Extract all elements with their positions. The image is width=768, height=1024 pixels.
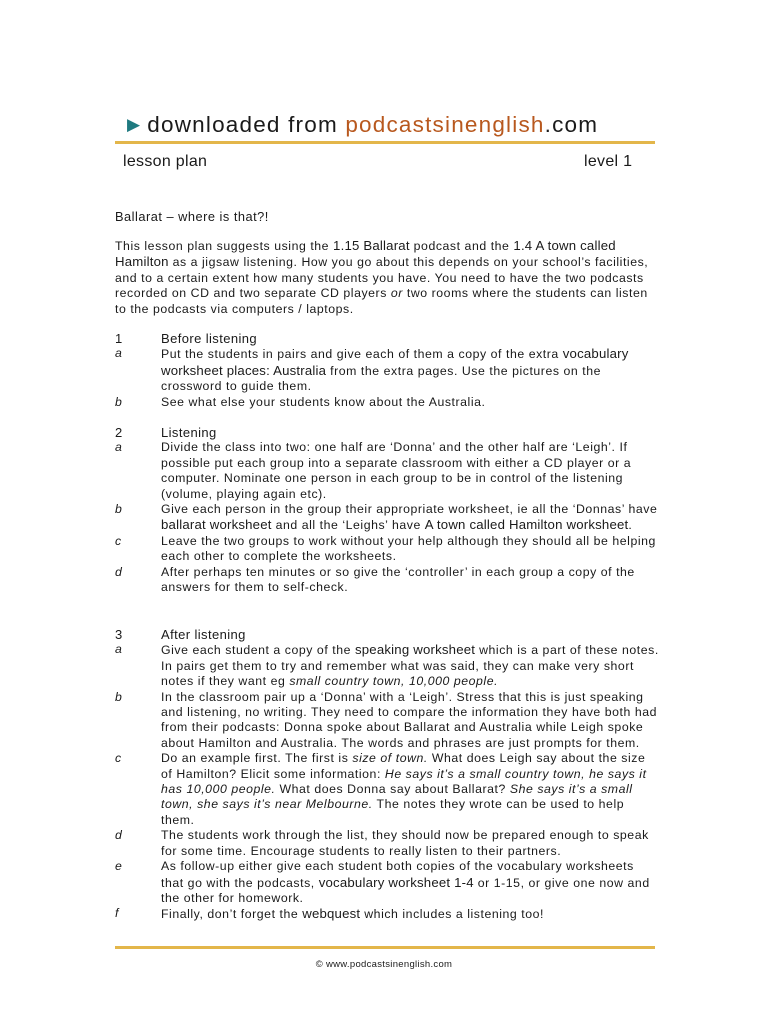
item-text (161, 346, 660, 394)
section-number: 1 (115, 331, 123, 346)
list-item (115, 395, 660, 410)
section-before-listening (115, 331, 660, 410)
section-title: After listening (161, 627, 246, 642)
play-arrow-icon: ▶ (127, 115, 142, 134)
list-item (115, 828, 660, 859)
item-label: b (115, 394, 123, 409)
text-run: which is a part of these notes. In pairs get them to try and remember what was said, they can make very short notes if they want eg (161, 643, 659, 689)
list-item (115, 565, 660, 596)
list-item (115, 346, 660, 394)
item-text: After perhaps ten minutes or so give the ‘controller’ in each group a copy of the answers for them to self-check. (161, 564, 635, 595)
level-label: level 1 (584, 153, 633, 170)
item-text: See what else your students know about the Australia. (161, 394, 486, 409)
list-item (115, 440, 660, 502)
section-after-listening (115, 627, 660, 923)
header-prefix: downloaded from (147, 112, 346, 137)
item-label: a (115, 642, 123, 657)
example-note: small country town, 10,000 people. (289, 674, 499, 689)
list-item (115, 751, 660, 828)
brand-inenglish: inenglish (445, 112, 545, 137)
text-run: . (628, 518, 633, 533)
intro-text: This lesson plan suggests using the (115, 239, 334, 253)
text-run: As follow-up either give each student both copies of the vocabulary worksheets that go with the podcasts, (161, 859, 634, 890)
footer-copyright: © www.podcastsinenglish.com (315, 959, 453, 970)
item-label: a (115, 346, 123, 361)
text-run: What does Donna say about Ballarat? (275, 782, 510, 797)
worksheet-name: vocabulary worksheet places: Australia (161, 346, 629, 378)
item-label: d (115, 564, 123, 579)
intro-text: two rooms where the students can listen to the podcasts via computers / laptops. (115, 286, 648, 316)
text-run: Give each person in the group their appropriate worksheet, ie all the ‘Donnas’ have (161, 502, 658, 517)
item-label: f (115, 906, 119, 921)
page-title: Ballarat – where is that?! (115, 209, 269, 224)
text-run: Do an example first. The first is (161, 751, 353, 766)
worksheet-name: A town called Hamilton worksheet (424, 517, 629, 533)
intro-italic-or: or (390, 286, 403, 301)
section-number: 3 (115, 627, 123, 642)
item-text: Leave the two groups to work without your help although they should all be helping each other to complete the worksheets. (161, 533, 656, 564)
item-text (161, 859, 660, 906)
text-run: Give each student a copy of the (161, 643, 355, 658)
item-label: c (115, 533, 122, 548)
text-run: which includes a listening too! (360, 907, 544, 922)
header-banner (127, 112, 598, 138)
intro-paragraph (115, 238, 660, 317)
item-text (161, 906, 660, 922)
list-item (115, 534, 660, 565)
list-item (115, 642, 660, 689)
item-text: Divide the class into two: one half are ‘Donna’ and the other half are ‘Leigh’. If possible put each group into a separate classroom with either a CD player or a computer. Nominate one person in each group to be in control of the listening (volume, playing again etc). (161, 440, 632, 501)
item-label: e (115, 859, 123, 874)
item-text (161, 751, 660, 828)
text-run: Put the students in pairs and give each of them a copy of the extra (161, 347, 563, 362)
bottom-divider (115, 946, 655, 949)
intro-text: podcast and the (409, 239, 514, 253)
item-text (161, 642, 660, 689)
list-item (115, 502, 660, 534)
text-run: The notes they wrote can be used to help them. (161, 797, 625, 827)
section-heading (115, 627, 660, 642)
text-run: What does Leigh say about the size of Hamilton? Elicit some information: (161, 751, 646, 781)
item-text (161, 502, 660, 534)
list-item (115, 859, 660, 906)
text-run: or 1-15, or give one now and the other for homework. (161, 875, 650, 905)
section-heading (115, 425, 660, 440)
section-listening (115, 425, 660, 595)
top-divider (115, 141, 655, 144)
header-suffix: .com (544, 112, 599, 137)
lesson-plan-label: lesson plan (123, 153, 208, 170)
item-label: c (115, 751, 122, 766)
section-title: Before listening (161, 331, 258, 346)
intro-podcast-ballarat: 1.15 Ballarat (333, 238, 410, 253)
example-answer: She says it’s a small town, she says it’s near Melbourne. (161, 782, 633, 812)
section-heading (115, 331, 660, 346)
list-item (115, 690, 660, 752)
brand-podcasts: podcasts (345, 112, 445, 137)
item-text: The students work through the list, they should now be prepared enough to speak for some time. Encourage students to really listen to their partners. (161, 828, 649, 858)
item-label: b (115, 689, 123, 704)
text-run: and all the ‘Leighs’ have (271, 518, 425, 533)
item-label: a (115, 440, 123, 455)
intro-text: as a jigsaw listening. How you go about this depends on your school’s facilities, and to a certain extent how many students you have. You need to have the two podcasts recorded on CD and two separate CD players (115, 255, 649, 301)
worksheet-name: vocabulary worksheet 1-4 (318, 874, 474, 890)
webquest-name: webquest (302, 906, 361, 922)
item-label: d (115, 828, 123, 843)
text-run: from the extra pages. Use the pictures on the crossword to guide them. (161, 363, 601, 394)
section-title: Listening (161, 425, 217, 440)
item-label: b (115, 502, 123, 517)
intro-podcast-hamilton: 1.4 A town called Hamilton (115, 238, 616, 270)
worksheet-name: ballarat worksheet (161, 517, 272, 533)
section-number: 2 (115, 425, 123, 440)
example-answer: He says it’s a small country town, he says it has 10,000 people. (161, 766, 647, 797)
example-prompt: size of town. (352, 751, 428, 766)
item-text: In the classroom pair up a ‘Donna’ with a ‘Leigh’. Stress that this is just speaking and listening, no writing. They need to compare the information they have both had from their podcasts: Donna spoke about Ballarat and Australia while Leigh spoke about Hamilton and Australia. The words and phrases are just prompts for them. (161, 689, 658, 750)
list-item (115, 906, 660, 922)
worksheet-name: speaking worksheet (354, 642, 476, 658)
text-run: Finally, don’t forget the (161, 907, 303, 922)
